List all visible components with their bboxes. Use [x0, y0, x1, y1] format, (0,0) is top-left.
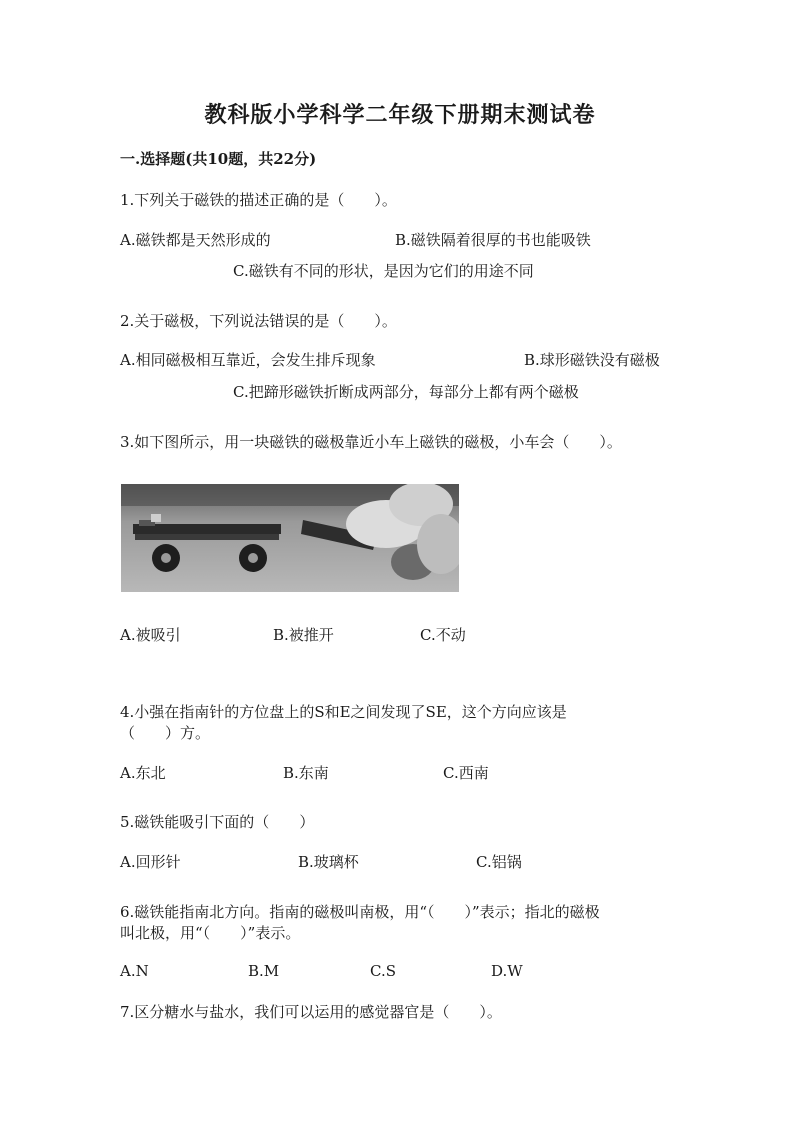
- question-4-option-c[interactable]: C.西南: [443, 764, 489, 782]
- question-6-stem-line-2: 叫北极，用“（ ）”表示。: [120, 924, 301, 942]
- magnet-car-photo: [121, 484, 459, 592]
- question-6-stem-line-1: 6.磁铁能指南北方向。指南的磁极叫南极，用“（ ）”表示；指北的磁极: [120, 903, 600, 921]
- question-1-option-b[interactable]: B.磁铁隔着很厚的书也能吸铁: [395, 231, 591, 249]
- question-2-option-a[interactable]: A.相同磁极相互靠近，会发生排斥现象: [120, 351, 376, 369]
- question-6-option-a[interactable]: A.N: [120, 962, 149, 980]
- question-4-stem-line-2: （ ）方。: [120, 724, 211, 742]
- question-3-option-c[interactable]: C.不动: [420, 626, 466, 644]
- question-1-stem: 1.下列关于磁铁的描述正确的是（ ）。: [120, 191, 397, 209]
- question-1-option-a[interactable]: A.磁铁都是天然形成的: [120, 231, 271, 249]
- question-5-option-b[interactable]: B.玻璃杯: [298, 853, 359, 871]
- question-6-option-c[interactable]: C.S: [370, 962, 396, 980]
- question-6-option-b[interactable]: B.M: [248, 962, 280, 980]
- question-4-option-b[interactable]: B.东南: [283, 764, 329, 782]
- magnet-car-illustration: [121, 484, 459, 592]
- question-7-stem: 7.区分糖水与盐水，我们可以运用的感觉器官是（ ）。: [120, 1003, 502, 1021]
- section-heading: 一.选择题(共10题，共22分): [120, 150, 317, 168]
- question-3-stem: 3.如下图所示，用一块磁铁的磁极靠近小车上磁铁的磁极，小车会（ ）。: [120, 433, 622, 451]
- question-5-stem: 5.磁铁能吸引下面的（ ）: [120, 813, 315, 831]
- question-4-stem-line-1: 4.小强在指南针的方位盘上的S和E之间发现了SE，这个方向应该是: [120, 703, 567, 721]
- page-title: 教科版小学科学二年级下册期末测试卷: [204, 102, 596, 128]
- question-2-stem: 2.关于磁极，下列说法错误的是（ ）。: [120, 312, 397, 330]
- question-5-option-a[interactable]: A.回形针: [120, 853, 181, 871]
- question-4-option-a[interactable]: A.东北: [120, 764, 166, 782]
- question-2-option-c[interactable]: C.把蹄形磁铁折断成两部分，每部分上都有两个磁极: [233, 383, 579, 401]
- question-6-option-d[interactable]: D.W: [491, 962, 523, 980]
- question-5-option-c[interactable]: C.铝锅: [476, 853, 522, 871]
- question-2-option-b[interactable]: B.球形磁铁没有磁极: [524, 351, 660, 369]
- question-1-option-c[interactable]: C.磁铁有不同的形状，是因为它们的用途不同: [233, 262, 534, 280]
- question-3-option-b[interactable]: B.被推开: [273, 626, 334, 644]
- question-3-option-a[interactable]: A.被吸引: [120, 626, 181, 644]
